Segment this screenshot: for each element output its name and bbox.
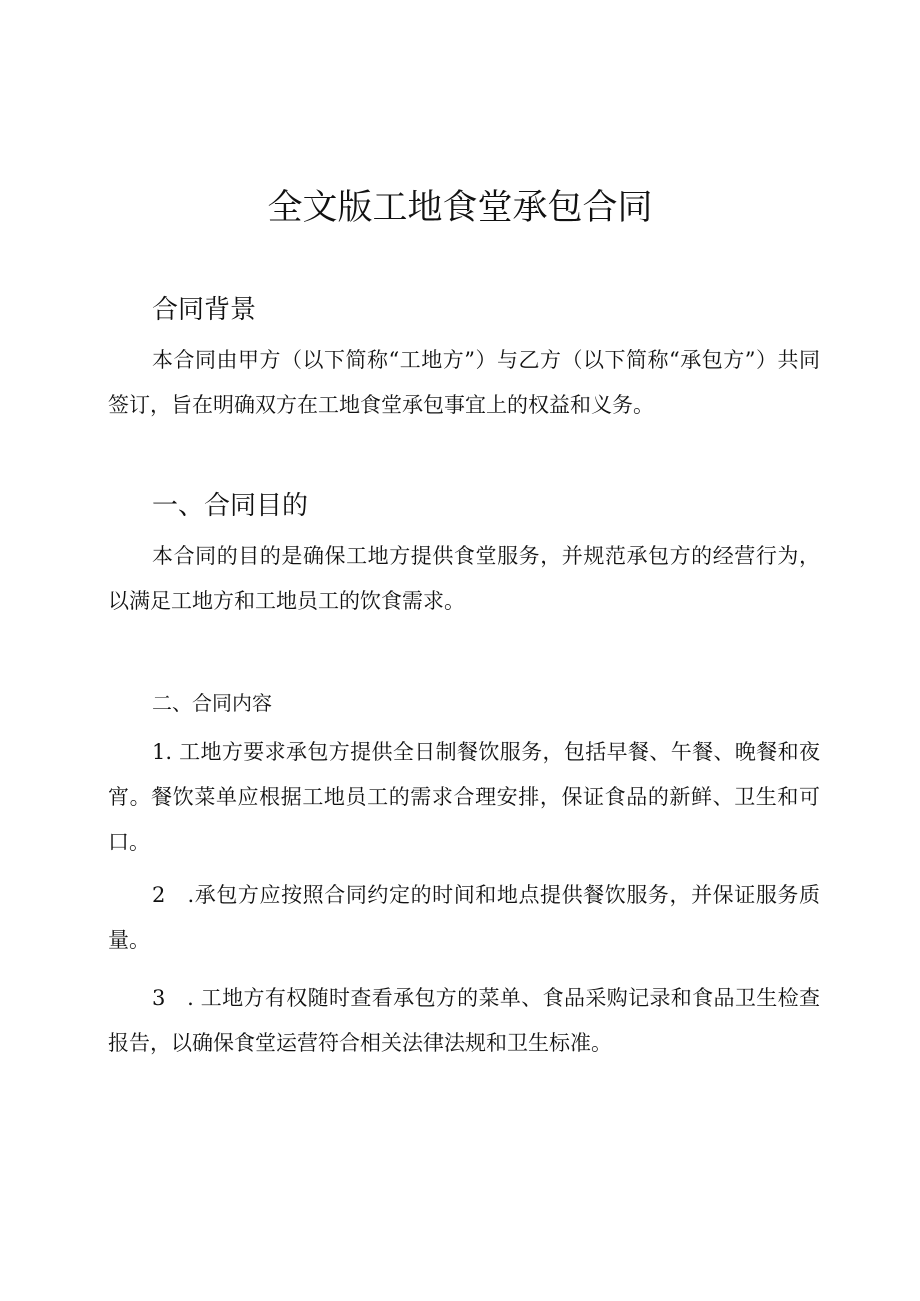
content-item-1: 1. 工地方要求承包方提供全日制餐饮服务，包括早餐、午餐、晚餐和夜宵。餐饮菜单应根据工地员工的需求合理安排，保证食品的新鲜、卫生和可口。 bbox=[108, 740, 820, 854]
section-heading-purpose: 一、合同目的 bbox=[152, 491, 309, 521]
section-heading-background: 合同背景 bbox=[152, 295, 257, 325]
content-item-2: 2 .承包方应按照合同约定的时间和地点提供餐饮服务，并保证服务质量。 bbox=[108, 883, 820, 952]
document-title: 全文版工地食堂承包合同 bbox=[267, 188, 653, 228]
content-item-3: 3 . 工地方有权随时查看承包方的菜单、食品采购记录和食品卫生检查报告，以确保食堂运营符合相关法律法规和卫生标准。 bbox=[108, 986, 820, 1055]
paragraph-background: 本合同由甲方（以下简称“工地方”）与乙方（以下简称“承包方”）共同签订，旨在明确双方在工地食堂承包事宜上的权益和义务。 bbox=[108, 348, 820, 417]
section-heading-content: 二、合同内容 bbox=[152, 691, 272, 715]
paragraph-purpose: 本合同的目的是确保工地方提供食堂服务，并规范承包方的经营行为，以满足工地方和工地员工的饮食需求。 bbox=[108, 544, 820, 613]
